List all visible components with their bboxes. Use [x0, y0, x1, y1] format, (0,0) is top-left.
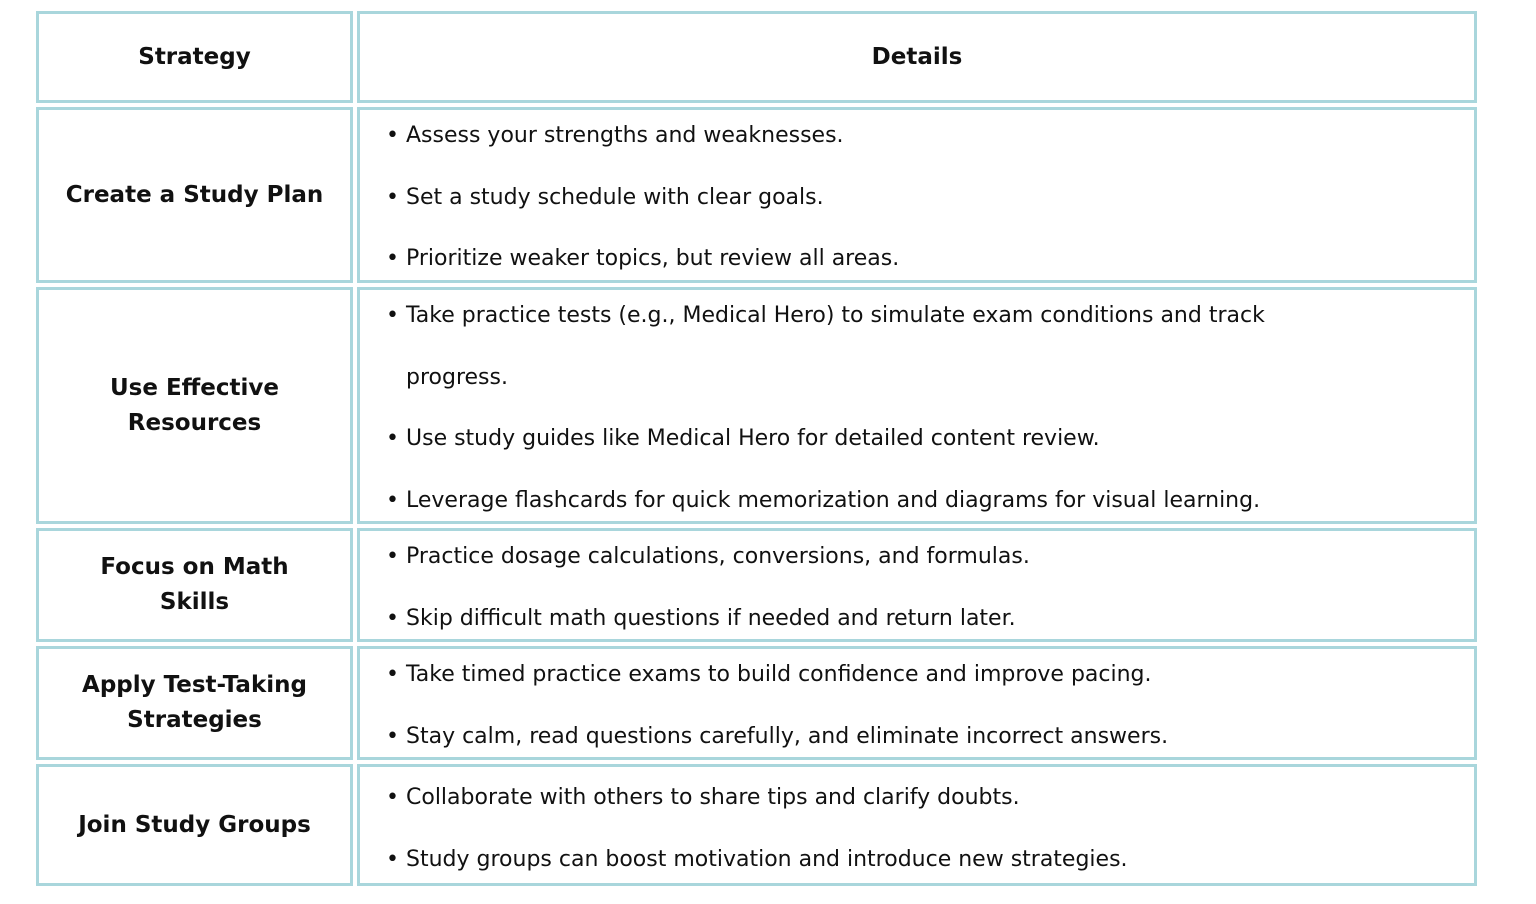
- list-item: • Leverage flashcards for quick memorization and diagrams for visual learning.: [386, 470, 1454, 532]
- bullet-icon: •: [386, 426, 399, 451]
- list-item-continuation: progress.: [406, 365, 508, 390]
- bullet-icon: •: [386, 606, 399, 631]
- list-item: • Skip difficult math questions if needed and return later.: [386, 588, 1454, 650]
- list-item: • Stay calm, read questions carefully, and eliminate incorrect answers.: [386, 706, 1454, 768]
- list-item: • Collaborate with others to share tips and clarify doubts.: [386, 767, 1454, 829]
- strategy-cell-study-plan: [36, 107, 353, 283]
- details-cell-study-groups: [357, 764, 1477, 886]
- header-strategy: [36, 11, 353, 103]
- header-details: [357, 11, 1477, 103]
- strategy-label: Join Study Groups: [78, 811, 311, 838]
- list-item: • Set a study schedule with clear goals.: [386, 167, 1454, 229]
- bullet-icon: •: [386, 123, 399, 148]
- details-cell-test-taking: [357, 646, 1477, 760]
- bullet-icon: •: [386, 544, 399, 569]
- strategy-cell-resources: [36, 287, 353, 524]
- bullet-icon: •: [386, 185, 399, 210]
- bullet-icon: •: [386, 785, 399, 810]
- header-details-label: Details: [871, 44, 963, 70]
- list-item: • Practice dosage calculations, conversions, and formulas.: [386, 526, 1454, 588]
- list-item: • Assess your strengths and weaknesses.: [386, 105, 1454, 167]
- list-item: • Prioritize weaker topics, but review all areas.: [386, 228, 1454, 290]
- strategy-label: Focus on Math Skills: [100, 554, 289, 615]
- details-cell-math: [357, 528, 1477, 642]
- strategy-label: Apply Test-Taking Strategies: [82, 672, 307, 733]
- bullet-icon: •: [386, 303, 399, 328]
- header-strategy-label: Strategy: [138, 44, 251, 70]
- bullet-icon: •: [386, 662, 399, 687]
- details-cell-resources: [357, 287, 1477, 524]
- bullet-icon: •: [386, 847, 399, 872]
- bullet-icon: •: [386, 724, 399, 749]
- strategy-cell-study-groups: [36, 764, 353, 886]
- details-cell-study-plan: [357, 107, 1477, 283]
- strategy-label: Create a Study Plan: [65, 181, 324, 208]
- list-item: • Use study guides like Medical Hero for detailed content review.: [386, 408, 1454, 470]
- list-item: • Take timed practice exams to build confidence and improve pacing.: [386, 644, 1454, 706]
- strategy-cell-test-taking: [36, 646, 353, 760]
- bullet-icon: •: [386, 246, 399, 271]
- list-item: • Take practice tests (e.g., Medical Hero) to simulate exam conditions and track: [386, 285, 1454, 347]
- list-item: • Study groups can boost motivation and introduce new strategies.: [386, 829, 1454, 891]
- strategy-cell-math: [36, 528, 353, 642]
- strategy-label: Use Effective Resources: [109, 374, 280, 436]
- bullet-icon: •: [386, 488, 399, 513]
